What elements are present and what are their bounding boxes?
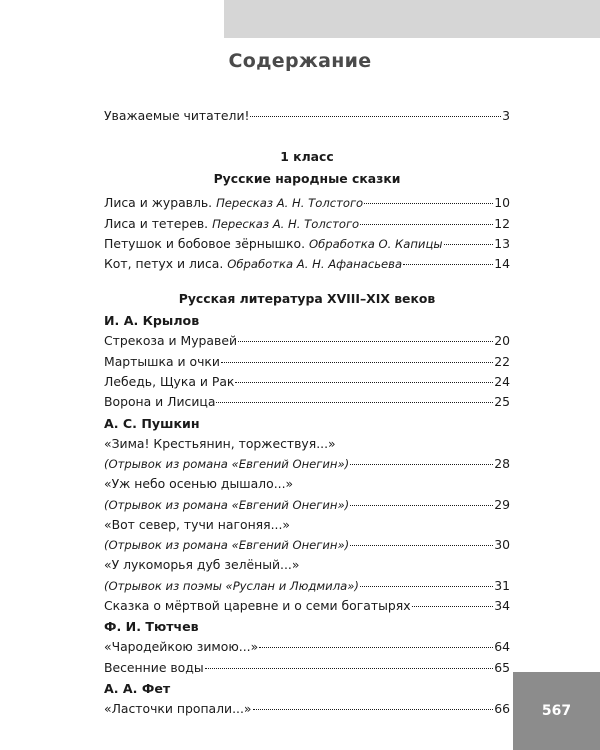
entry-title: Уважаемые читатели!: [104, 108, 250, 123]
entry-title: Стрекоза и Муравей: [104, 333, 237, 349]
author-heading-krylov: И. А. Крылов: [104, 313, 200, 329]
entry-note: (Отрывок из романа «Евгений Онегин»): [104, 456, 350, 471]
entry-page: 14: [494, 256, 510, 272]
entry-note: (Отрывок из романа «Евгений Онегин»): [104, 538, 350, 553]
dot-leader: [444, 243, 494, 245]
toc-entry[interactable]: [104, 699, 510, 719]
dot-leader: [360, 223, 493, 225]
entry-title: Кот, петух и лиса.: [104, 256, 224, 272]
entry-title: Сказка о мёртвой царевне и о семи богатырях: [104, 598, 411, 614]
entry-title: Лиса и тетерев.: [104, 215, 209, 231]
entry-note: Пересказ А. Н. Толстого: [212, 216, 360, 231]
dot-leader: [205, 667, 494, 669]
section-heading-russian-literature: Русская литература XVIII–XIX веков: [178, 291, 436, 307]
toc-entry[interactable]: [104, 254, 510, 274]
entry-title[interactable]: «Зима! Крестьянин, торжествуя...»: [104, 435, 336, 451]
entry-note: Обработка О. Капицы: [308, 236, 443, 251]
entry-title: Петушок и бобовое зёрнышко.: [104, 235, 306, 251]
dot-leader: [350, 544, 493, 546]
author-heading-pushkin: А. С. Пушкин: [104, 415, 200, 431]
toc-entry[interactable]: [104, 193, 510, 213]
toc-entry[interactable]: [104, 392, 510, 412]
dot-leader: [216, 401, 493, 403]
toc-entry[interactable]: [104, 495, 510, 515]
dot-leader: [350, 463, 493, 465]
header-bar: [224, 0, 600, 38]
dot-leader: [403, 263, 493, 265]
dot-leader: [259, 646, 493, 648]
entry-page: 13: [494, 235, 510, 251]
dot-leader: [350, 504, 493, 506]
section-heading-folk-tales: Русские народные сказки: [213, 171, 401, 187]
dot-leader: [360, 585, 493, 587]
page-number-tab: 567: [513, 672, 600, 750]
dot-leader: [235, 381, 493, 383]
entry-page: 30: [494, 537, 510, 553]
toc-entry[interactable]: [104, 576, 510, 596]
entry-page: 12: [494, 215, 510, 231]
author-heading-fet: А. А. Фет: [104, 680, 171, 696]
entry-note: Пересказ А. Н. Толстого: [216, 196, 364, 211]
entry-page: 66: [494, 700, 510, 716]
toc-entry[interactable]: [104, 535, 510, 555]
entry-page: 24: [494, 374, 510, 390]
toc-entry[interactable]: [104, 352, 510, 372]
entry-page: 10: [494, 195, 510, 211]
entry-page: 29: [494, 496, 510, 512]
toc-entry[interactable]: [104, 658, 510, 678]
dot-leader: [412, 605, 494, 607]
toc-entry[interactable]: [104, 214, 510, 234]
entry-page: 65: [494, 659, 510, 675]
entry-note: (Отрывок из романа «Евгений Онегин»): [104, 497, 350, 512]
entry-page: 31: [494, 577, 510, 593]
entry-note: (Отрывок из поэмы «Руслан и Людмила»): [104, 578, 359, 593]
entry-page: 64: [494, 639, 510, 655]
entry-title: «Ласточки пропали...»: [104, 700, 252, 716]
toc-entry[interactable]: [104, 234, 510, 254]
class-heading: 1 класс: [280, 149, 334, 165]
dot-leader: [253, 708, 494, 710]
toc-entry[interactable]: [104, 596, 510, 616]
author-heading-tyutchev: Ф. И. Тютчев: [104, 619, 199, 635]
entry-page: 34: [494, 598, 510, 614]
entry-title: Ворона и Лисица: [104, 394, 216, 410]
toc-entry[interactable]: [104, 637, 510, 657]
toc-entry-intro[interactable]: [104, 106, 510, 126]
toc-entry[interactable]: [104, 331, 510, 351]
entry-page: 20: [494, 333, 510, 349]
entry-page: 3: [502, 108, 510, 123]
entry-title: Мартышка и очки: [104, 353, 220, 369]
entry-title: Весенние воды: [104, 659, 204, 675]
entry-note: Обработка А. Н. Афанасьева: [227, 257, 403, 272]
entry-title: «Чародейкою зимою...»: [104, 639, 259, 655]
entry-page: 22: [494, 353, 510, 369]
dot-leader: [238, 340, 493, 342]
entry-title[interactable]: «Вот север, тучи нагоняя...»: [104, 516, 290, 532]
dot-leader: [250, 115, 501, 117]
entry-title[interactable]: «У лукоморья дуб зелёный...»: [104, 557, 300, 573]
entry-page: 28: [494, 455, 510, 471]
dot-leader: [364, 202, 493, 204]
table-of-contents: [104, 106, 510, 719]
dot-leader: [221, 361, 493, 363]
entry-title: Лиса и журавль.: [104, 195, 213, 211]
entry-title[interactable]: «Уж небо осенью дышало...»: [104, 476, 294, 492]
entry-title: Лебедь, Щука и Рак: [104, 374, 235, 390]
toc-entry[interactable]: [104, 372, 510, 392]
entry-page: 25: [494, 394, 510, 410]
toc-entry[interactable]: [104, 454, 510, 474]
page-title: Содержание: [228, 50, 372, 72]
